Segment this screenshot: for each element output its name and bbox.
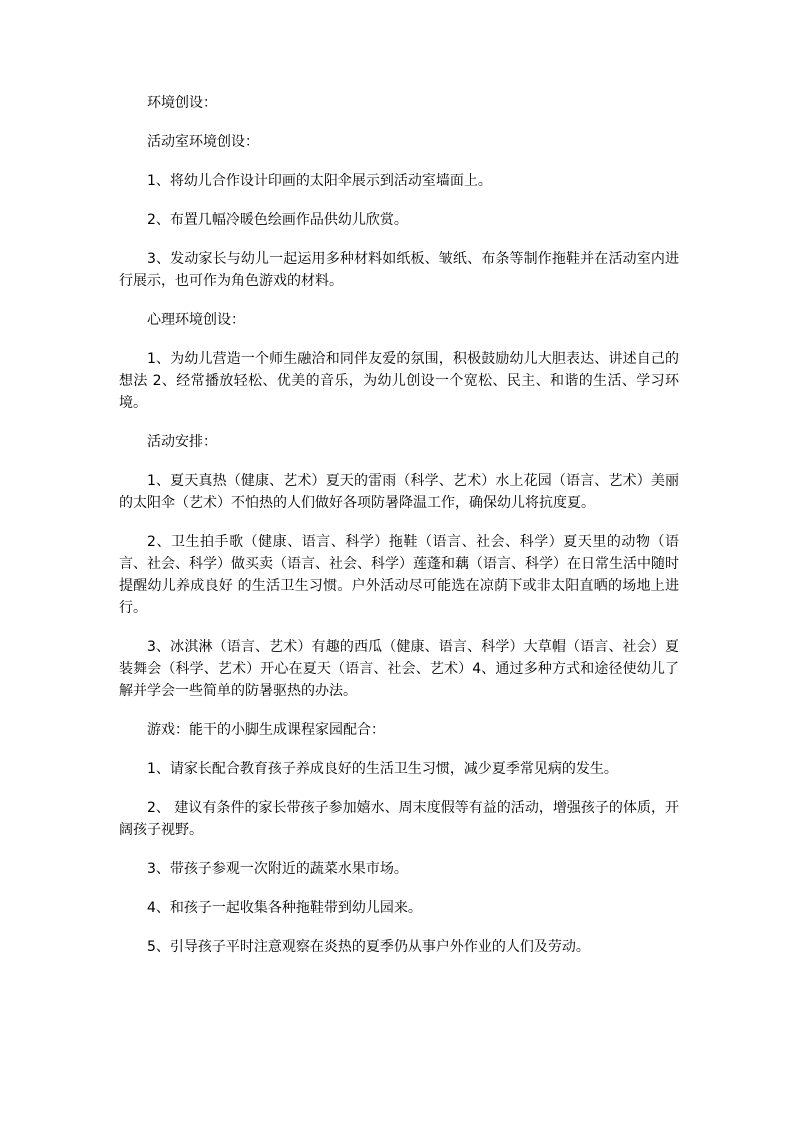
heading-activity-room: 活动室环境创设： (147, 134, 259, 150)
paragraph: 1、将幼儿合作设计印画的太阳伞展示到活动室墙面上。 (147, 173, 492, 189)
paragraph: 1、请家长配合教育孩子养成良好的生活卫生习惯，减少夏季常见病的发生。 (147, 761, 618, 777)
paragraph: 2、布置几幅冷暖色绘画作品供幼儿欣赏。 (147, 212, 408, 228)
paragraph: 3、带孩子参观一次附近的蔬菜水果市场。 (147, 861, 408, 877)
paragraph: 2、 建议有条件的家长带孩子参加嬉水、周末度假等有益的活动，增强孩子的体质，开阔孩子视野。 (119, 800, 679, 838)
heading-environment: 环境创设： (147, 95, 217, 111)
paragraph: 1、为幼儿营造一个师生融洽和同伴友爱的氛围，积极鼓励幼儿大胆表达、讲述自己的想法 2、经常播放轻松、优美的音乐，为幼儿创设一个宽松、民主、和谐的生活、学习环境。 (119, 351, 679, 411)
heading-psychological-environment: 心理环境创设： (147, 312, 245, 328)
heading-activity-schedule: 活动安排： (147, 434, 217, 450)
document-body (119, 92, 679, 975)
paragraph: 1、夏天真热（健康、艺术）夏天的雷雨（科学、艺术）水上花园（语言、艺术）美丽的太阳伞（艺术）不怕热的人们做好各项防暑降温工作，确保幼儿将抗度夏。 (119, 473, 679, 511)
paragraph: 5、引导孩子平时注意观察在炎热的夏季仍从事户外作业的人们及劳动。 (147, 939, 590, 955)
paragraph: 2、卫生拍手歌（健康、语言、科学）拖鞋（语言、社会、科学）夏天里的动物（语言、社会、科学）做买卖（语言、社会、科学）莲蓬和藕（语言、科学）在日常生活中随时提醒幼儿养成良好 的生活卫生习惯。户外活动尽可能选在凉荫下或非太阳直晒的场地上进行。 (119, 534, 679, 616)
paragraph: 4、和孩子一起收集各种拖鞋带到幼儿园来。 (147, 900, 422, 916)
heading-game-home-cooperation: 游戏：能干的小脚生成课程家园配合： (147, 722, 385, 738)
paragraph: 3、发动家长与幼儿一起运用多种材料如纸板、皱纸、布条等制作拖鞋并在活动室内进行展示，也可作为角色游戏的材料。 (119, 251, 679, 289)
paragraph: 3、冰淇淋（语言、艺术）有趣的西瓜（健康、语言、科学）大草帽（语言、社会）夏装舞会（科学、艺术）开心在夏天（语言、社会、艺术）4、通过多种方式和途径使幼儿了解并学会一些简单的防暑驱热的办法。 (119, 639, 679, 699)
